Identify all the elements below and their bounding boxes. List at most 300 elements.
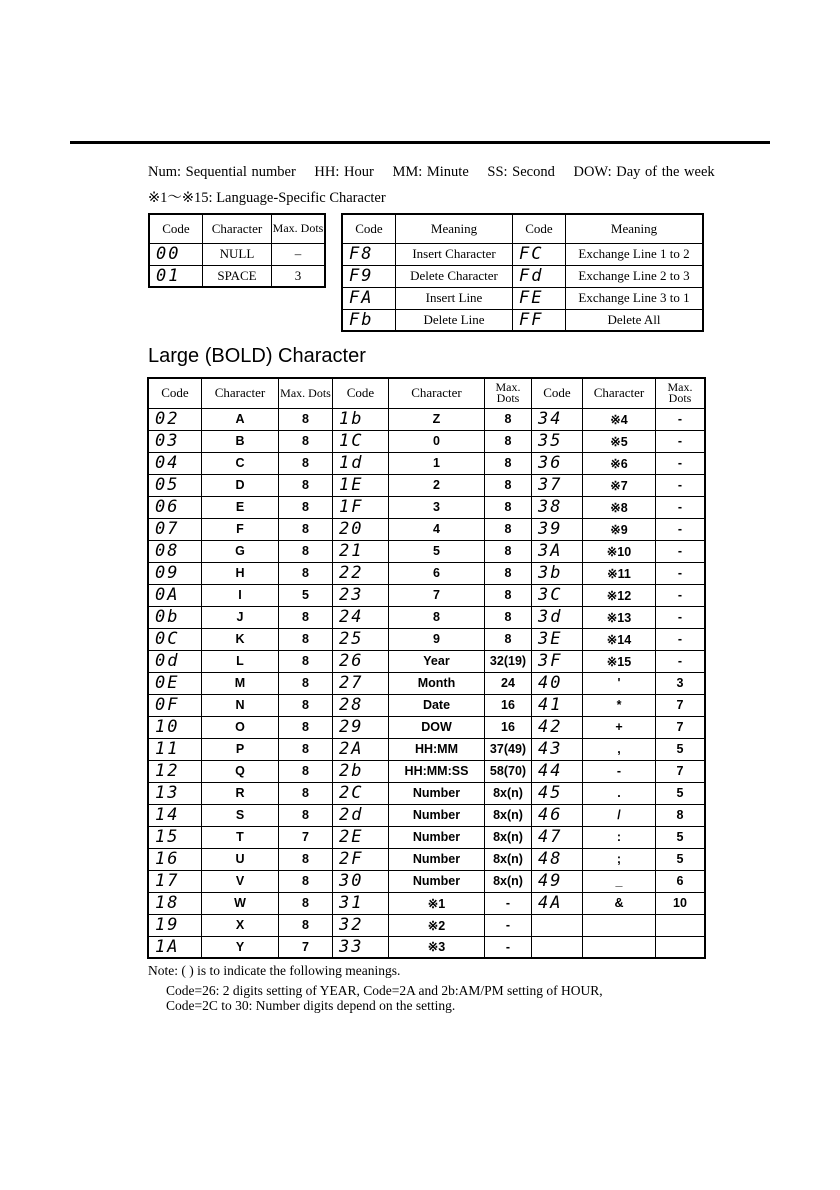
code-cell: 21 bbox=[333, 540, 389, 562]
code-cell bbox=[532, 914, 583, 936]
max-dots-cell: 16 bbox=[485, 694, 532, 716]
code-cell: 0E bbox=[148, 672, 202, 694]
code-cell: 0A bbox=[148, 584, 202, 606]
character-cell: 4 bbox=[389, 518, 485, 540]
col-header-max-dots: Max. Dots bbox=[485, 378, 532, 408]
meaning-cell: Delete Line bbox=[396, 309, 513, 331]
max-dots-cell: 8x(n) bbox=[485, 804, 532, 826]
character-cell: V bbox=[202, 870, 279, 892]
max-dots-cell: - bbox=[656, 628, 706, 650]
character-cell: ※10 bbox=[583, 540, 656, 562]
max-dots-cell: - bbox=[656, 606, 706, 628]
code-cell: 0F bbox=[148, 694, 202, 716]
character-cell: ※1 bbox=[389, 892, 485, 914]
max-dots-cell: 8 bbox=[279, 760, 333, 782]
col-header-character: Character bbox=[203, 214, 272, 243]
character-cell: ※7 bbox=[583, 474, 656, 496]
code-cell: 06 bbox=[148, 496, 202, 518]
legend-num: Num: Sequential number bbox=[148, 164, 296, 180]
code-cell: Fb bbox=[342, 309, 396, 331]
table-row bbox=[342, 265, 703, 287]
table-row bbox=[342, 287, 703, 309]
code-cell: 11 bbox=[148, 738, 202, 760]
code-cell: 47 bbox=[532, 826, 583, 848]
table-row bbox=[148, 738, 705, 760]
character-cell: L bbox=[202, 650, 279, 672]
code-cell: 44 bbox=[532, 760, 583, 782]
character-cell: ※12 bbox=[583, 584, 656, 606]
code-cell: 05 bbox=[148, 474, 202, 496]
meaning-cell: Exchange Line 1 to 2 bbox=[566, 243, 704, 265]
code-cell: 0d bbox=[148, 650, 202, 672]
character-cell: ※14 bbox=[583, 628, 656, 650]
code-cell: 07 bbox=[148, 518, 202, 540]
code-cell: 26 bbox=[333, 650, 389, 672]
code-cell: 00 bbox=[149, 243, 203, 265]
meaning-cell: Delete All bbox=[566, 309, 704, 331]
max-dots-cell: 8 bbox=[279, 804, 333, 826]
max-dots-cell: 8x(n) bbox=[485, 870, 532, 892]
table-row bbox=[148, 782, 705, 804]
character-cell: , bbox=[583, 738, 656, 760]
code-cell: 2C bbox=[333, 782, 389, 804]
character-cell bbox=[583, 936, 656, 958]
character-cell: ※9 bbox=[583, 518, 656, 540]
control-code-table bbox=[148, 213, 326, 288]
max-dots-cell bbox=[656, 936, 706, 958]
code-cell: 27 bbox=[333, 672, 389, 694]
code-cell: 2A bbox=[333, 738, 389, 760]
max-dots-cell: 5 bbox=[656, 738, 706, 760]
table-row bbox=[148, 672, 705, 694]
code-cell: 41 bbox=[532, 694, 583, 716]
col-header-character: Character bbox=[389, 378, 485, 408]
code-cell bbox=[532, 936, 583, 958]
code-cell: 17 bbox=[148, 870, 202, 892]
code-cell: 32 bbox=[333, 914, 389, 936]
max-dots-cell: - bbox=[656, 408, 706, 430]
code-cell: 40 bbox=[532, 672, 583, 694]
max-dots-cell: 7 bbox=[656, 716, 706, 738]
character-cell: HH:MM bbox=[389, 738, 485, 760]
max-dots-cell: 5 bbox=[656, 826, 706, 848]
max-dots-cell: 10 bbox=[656, 892, 706, 914]
character-cell: * bbox=[583, 694, 656, 716]
code-cell: 03 bbox=[148, 430, 202, 452]
col-header-max-dots: Max. Dots bbox=[656, 378, 706, 408]
edit-code-table bbox=[341, 213, 704, 332]
max-dots-cell: 8 bbox=[279, 496, 333, 518]
code-cell: 30 bbox=[333, 870, 389, 892]
code-cell: 29 bbox=[333, 716, 389, 738]
max-dots-cell: 8 bbox=[485, 606, 532, 628]
character-cell: & bbox=[583, 892, 656, 914]
code-cell: 0C bbox=[148, 628, 202, 650]
max-dots-cell: 8 bbox=[279, 628, 333, 650]
character-cell: 8 bbox=[389, 606, 485, 628]
max-dots-cell: 8 bbox=[279, 606, 333, 628]
character-cell: G bbox=[202, 540, 279, 562]
code-cell: 22 bbox=[333, 562, 389, 584]
character-cell: ※6 bbox=[583, 452, 656, 474]
max-dots-cell: 8 bbox=[485, 562, 532, 584]
meaning-cell: Insert Character bbox=[396, 243, 513, 265]
max-dots-cell: - bbox=[656, 650, 706, 672]
code-cell: 36 bbox=[532, 452, 583, 474]
character-cell: O bbox=[202, 716, 279, 738]
legend-mm: MM: Minute bbox=[392, 164, 469, 180]
max-dots-cell: 8 bbox=[485, 540, 532, 562]
col-header-code: Code bbox=[149, 214, 203, 243]
col-header-code: Code bbox=[513, 214, 566, 243]
code-cell: 35 bbox=[532, 430, 583, 452]
note-line: Code=26: 2 digits setting of YEAR, Code=2A and 2b:AM/PM setting of HOUR, bbox=[166, 983, 603, 998]
code-cell: 3E bbox=[532, 628, 583, 650]
character-cell: P bbox=[202, 738, 279, 760]
table-row bbox=[148, 760, 705, 782]
table-row bbox=[149, 243, 325, 265]
meaning-cell: Exchange Line 2 to 3 bbox=[566, 265, 704, 287]
max-dots-cell: 5 bbox=[656, 782, 706, 804]
character-cell: Number bbox=[389, 826, 485, 848]
legend-abbreviations bbox=[148, 164, 715, 181]
max-dots-cell: 3 bbox=[656, 672, 706, 694]
max-dots-cell: 8 bbox=[279, 540, 333, 562]
code-cell: 13 bbox=[148, 782, 202, 804]
character-cell: Month bbox=[389, 672, 485, 694]
code-cell: 49 bbox=[532, 870, 583, 892]
col-header-character: Character bbox=[583, 378, 656, 408]
max-dots-cell: 8 bbox=[485, 452, 532, 474]
character-cell: SPACE bbox=[203, 265, 272, 287]
code-cell: 1E bbox=[333, 474, 389, 496]
max-dots-cell: 8 bbox=[279, 848, 333, 870]
max-dots-cell: 8 bbox=[485, 628, 532, 650]
character-cell: 1 bbox=[389, 452, 485, 474]
max-dots-cell: 8 bbox=[485, 430, 532, 452]
code-cell: 2F bbox=[333, 848, 389, 870]
header-rule bbox=[70, 141, 770, 144]
code-cell: 20 bbox=[333, 518, 389, 540]
character-cell: J bbox=[202, 606, 279, 628]
max-dots-cell: 8 bbox=[279, 408, 333, 430]
character-cell: ※3 bbox=[389, 936, 485, 958]
max-dots-cell: - bbox=[485, 936, 532, 958]
max-dots-cell: 8 bbox=[279, 562, 333, 584]
col-header-max-dots: Max. Dots bbox=[272, 214, 326, 243]
max-dots-cell: 8x(n) bbox=[485, 848, 532, 870]
code-cell: 45 bbox=[532, 782, 583, 804]
meaning-cell: Delete Character bbox=[396, 265, 513, 287]
code-cell: 33 bbox=[333, 936, 389, 958]
meaning-cell: Exchange Line 3 to 1 bbox=[566, 287, 704, 309]
character-cell: Date bbox=[389, 694, 485, 716]
code-cell: 16 bbox=[148, 848, 202, 870]
character-cell: ※13 bbox=[583, 606, 656, 628]
code-cell: 10 bbox=[148, 716, 202, 738]
character-cell: Q bbox=[202, 760, 279, 782]
character-cell: 2 bbox=[389, 474, 485, 496]
table-row bbox=[148, 826, 705, 848]
table-row bbox=[148, 694, 705, 716]
legend-ss: SS: Second bbox=[487, 164, 555, 180]
code-cell: FE bbox=[513, 287, 566, 309]
code-cell: 15 bbox=[148, 826, 202, 848]
code-cell: 1b bbox=[333, 408, 389, 430]
max-dots-cell: 8 bbox=[485, 584, 532, 606]
max-dots-cell: 8 bbox=[279, 694, 333, 716]
large-character-table bbox=[147, 377, 706, 959]
code-cell: 1C bbox=[333, 430, 389, 452]
col-header-max-dots: Max. Dots bbox=[279, 378, 333, 408]
max-dots-cell: 8 bbox=[279, 738, 333, 760]
max-dots-cell: 8 bbox=[279, 914, 333, 936]
max-dots-cell: - bbox=[656, 496, 706, 518]
max-dots-cell: 8x(n) bbox=[485, 826, 532, 848]
table-row bbox=[148, 518, 705, 540]
table-row bbox=[148, 474, 705, 496]
character-cell: + bbox=[583, 716, 656, 738]
character-cell: Z bbox=[389, 408, 485, 430]
code-cell: 31 bbox=[333, 892, 389, 914]
character-cell: A bbox=[202, 408, 279, 430]
col-header-code: Code bbox=[342, 214, 396, 243]
max-dots-cell: 16 bbox=[485, 716, 532, 738]
character-cell: ※8 bbox=[583, 496, 656, 518]
character-cell: ※5 bbox=[583, 430, 656, 452]
max-dots-cell: 8 bbox=[279, 518, 333, 540]
character-cell: C bbox=[202, 452, 279, 474]
code-cell: Fd bbox=[513, 265, 566, 287]
code-cell: 46 bbox=[532, 804, 583, 826]
table-row bbox=[148, 870, 705, 892]
max-dots-cell: 58(70) bbox=[485, 760, 532, 782]
character-cell: N bbox=[202, 694, 279, 716]
code-cell: 24 bbox=[333, 606, 389, 628]
character-cell: 6 bbox=[389, 562, 485, 584]
col-header-code: Code bbox=[148, 378, 202, 408]
max-dots-cell bbox=[656, 914, 706, 936]
max-dots-cell: - bbox=[656, 474, 706, 496]
max-dots-cell: 8 bbox=[279, 892, 333, 914]
character-cell: U bbox=[202, 848, 279, 870]
max-dots-cell: - bbox=[485, 892, 532, 914]
max-dots-cell: - bbox=[656, 430, 706, 452]
character-cell: ※4 bbox=[583, 408, 656, 430]
max-dots-cell: 8 bbox=[279, 672, 333, 694]
character-cell: 9 bbox=[389, 628, 485, 650]
character-cell: ※2 bbox=[389, 914, 485, 936]
max-dots-cell: 8 bbox=[485, 474, 532, 496]
table-row bbox=[148, 628, 705, 650]
table-row bbox=[148, 936, 705, 958]
character-cell: - bbox=[583, 760, 656, 782]
code-cell: 28 bbox=[333, 694, 389, 716]
character-cell: H bbox=[202, 562, 279, 584]
character-cell: . bbox=[583, 782, 656, 804]
character-cell: Y bbox=[202, 936, 279, 958]
table-row bbox=[148, 650, 705, 672]
code-cell: 1F bbox=[333, 496, 389, 518]
max-dots-cell: 8 bbox=[279, 782, 333, 804]
table-row bbox=[148, 804, 705, 826]
table-row bbox=[149, 265, 325, 287]
character-cell: ※11 bbox=[583, 562, 656, 584]
character-cell: W bbox=[202, 892, 279, 914]
table-row bbox=[148, 452, 705, 474]
character-cell: R bbox=[202, 782, 279, 804]
character-cell: : bbox=[583, 826, 656, 848]
code-cell: 25 bbox=[333, 628, 389, 650]
max-dots-cell: - bbox=[656, 562, 706, 584]
code-cell: 02 bbox=[148, 408, 202, 430]
character-cell: X bbox=[202, 914, 279, 936]
code-cell: 43 bbox=[532, 738, 583, 760]
max-dots-cell: - bbox=[656, 452, 706, 474]
max-dots-cell: 3 bbox=[272, 265, 326, 287]
col-header-meaning: Meaning bbox=[396, 214, 513, 243]
max-dots-cell: - bbox=[656, 584, 706, 606]
character-cell: 0 bbox=[389, 430, 485, 452]
max-dots-cell: 8 bbox=[485, 496, 532, 518]
character-cell: NULL bbox=[203, 243, 272, 265]
table-row bbox=[342, 243, 703, 265]
character-cell: _ bbox=[583, 870, 656, 892]
max-dots-cell: 5 bbox=[656, 848, 706, 870]
character-cell: HH:MM:SS bbox=[389, 760, 485, 782]
code-cell: FA bbox=[342, 287, 396, 309]
code-cell: 48 bbox=[532, 848, 583, 870]
character-cell: K bbox=[202, 628, 279, 650]
code-cell: 4A bbox=[532, 892, 583, 914]
code-cell: 2d bbox=[333, 804, 389, 826]
max-dots-cell: 8 bbox=[279, 716, 333, 738]
max-dots-cell: 6 bbox=[656, 870, 706, 892]
note-line: Code=2C to 30: Number digits depend on the setting. bbox=[166, 998, 456, 1013]
max-dots-cell: - bbox=[485, 914, 532, 936]
code-cell: 3F bbox=[532, 650, 583, 672]
code-cell: 2b bbox=[333, 760, 389, 782]
table-row bbox=[148, 606, 705, 628]
character-cell: I bbox=[202, 584, 279, 606]
code-cell: 19 bbox=[148, 914, 202, 936]
legend-dow: DOW: Day of the week bbox=[573, 164, 715, 180]
max-dots-cell: 8 bbox=[656, 804, 706, 826]
max-dots-cell: - bbox=[656, 518, 706, 540]
max-dots-cell: 8 bbox=[279, 452, 333, 474]
max-dots-cell: 8 bbox=[279, 650, 333, 672]
max-dots-cell: 7 bbox=[656, 694, 706, 716]
character-cell: 3 bbox=[389, 496, 485, 518]
col-header-code: Code bbox=[532, 378, 583, 408]
table-row bbox=[148, 540, 705, 562]
note-title: Note: ( ) is to indicate the following meanings. bbox=[148, 963, 401, 978]
code-cell: 09 bbox=[148, 562, 202, 584]
code-cell: 42 bbox=[532, 716, 583, 738]
max-dots-cell: 37(49) bbox=[485, 738, 532, 760]
character-cell: ; bbox=[583, 848, 656, 870]
character-cell: Number bbox=[389, 804, 485, 826]
character-cell: B bbox=[202, 430, 279, 452]
character-cell: Number bbox=[389, 870, 485, 892]
max-dots-cell: 8x(n) bbox=[485, 782, 532, 804]
code-cell: 14 bbox=[148, 804, 202, 826]
max-dots-cell: 7 bbox=[279, 826, 333, 848]
code-cell: FF bbox=[513, 309, 566, 331]
table-row bbox=[148, 430, 705, 452]
code-cell: 18 bbox=[148, 892, 202, 914]
character-cell: DOW bbox=[389, 716, 485, 738]
character-cell: Year bbox=[389, 650, 485, 672]
max-dots-cell: 8 bbox=[279, 430, 333, 452]
col-header-code: Code bbox=[333, 378, 389, 408]
code-cell: 23 bbox=[333, 584, 389, 606]
max-dots-cell: 24 bbox=[485, 672, 532, 694]
code-cell: FC bbox=[513, 243, 566, 265]
meaning-cell: Insert Line bbox=[396, 287, 513, 309]
max-dots-cell: 8 bbox=[279, 870, 333, 892]
character-cell: ※15 bbox=[583, 650, 656, 672]
code-cell: 3C bbox=[532, 584, 583, 606]
code-cell: 08 bbox=[148, 540, 202, 562]
character-cell: F bbox=[202, 518, 279, 540]
max-dots-cell: – bbox=[272, 243, 326, 265]
code-cell: F8 bbox=[342, 243, 396, 265]
code-cell: 04 bbox=[148, 452, 202, 474]
table-row bbox=[148, 584, 705, 606]
max-dots-cell: 8 bbox=[485, 518, 532, 540]
max-dots-cell: - bbox=[656, 540, 706, 562]
code-cell: 2E bbox=[333, 826, 389, 848]
code-cell: 37 bbox=[532, 474, 583, 496]
col-header-meaning: Meaning bbox=[566, 214, 704, 243]
code-cell: 39 bbox=[532, 518, 583, 540]
code-cell: 3d bbox=[532, 606, 583, 628]
code-cell: 01 bbox=[149, 265, 203, 287]
code-cell: 34 bbox=[532, 408, 583, 430]
character-rows bbox=[148, 408, 705, 958]
code-cell: F9 bbox=[342, 265, 396, 287]
table-row bbox=[148, 496, 705, 518]
character-cell: 7 bbox=[389, 584, 485, 606]
col-header-character: Character bbox=[202, 378, 279, 408]
max-dots-cell: 5 bbox=[279, 584, 333, 606]
character-cell: M bbox=[202, 672, 279, 694]
character-cell bbox=[583, 914, 656, 936]
code-cell: 3b bbox=[532, 562, 583, 584]
character-cell: E bbox=[202, 496, 279, 518]
max-dots-cell: 8 bbox=[279, 474, 333, 496]
character-cell: ' bbox=[583, 672, 656, 694]
character-cell: T bbox=[202, 826, 279, 848]
code-cell: 1d bbox=[333, 452, 389, 474]
character-cell: Number bbox=[389, 848, 485, 870]
legend-language: ※1～※15: Language-Specific Character bbox=[148, 190, 386, 206]
table-row bbox=[342, 309, 703, 331]
character-cell: / bbox=[583, 804, 656, 826]
max-dots-cell: 32(19) bbox=[485, 650, 532, 672]
character-cell: Number bbox=[389, 782, 485, 804]
max-dots-cell: 7 bbox=[656, 760, 706, 782]
code-cell: 12 bbox=[148, 760, 202, 782]
max-dots-cell: 8 bbox=[485, 408, 532, 430]
code-cell: 1A bbox=[148, 936, 202, 958]
table-row bbox=[148, 848, 705, 870]
table-row bbox=[148, 914, 705, 936]
header-row bbox=[148, 378, 705, 408]
table-row bbox=[148, 408, 705, 430]
code-cell: 38 bbox=[532, 496, 583, 518]
